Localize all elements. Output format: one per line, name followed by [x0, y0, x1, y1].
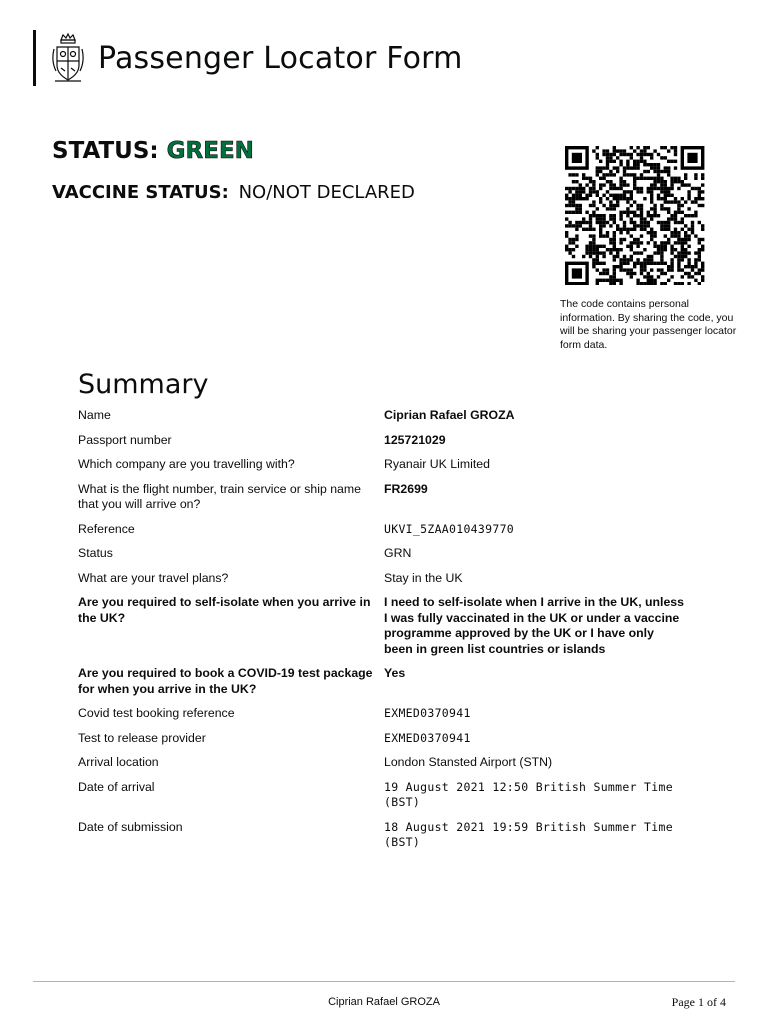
- royal-coat-of-arms-icon: [48, 30, 88, 86]
- summary-row: [78, 433, 698, 449]
- summary-row-value: I need to self-isolate when I arrive in the UK, unless I was fully vaccinated in the UK or under a vaccine programme approved by the UK or I have only been in green list countries or islands: [384, 595, 684, 656]
- summary-row: [78, 571, 698, 587]
- summary-table: [78, 408, 698, 860]
- summary-row-label: Test to release provider: [78, 730, 206, 745]
- summary-row: [78, 408, 698, 424]
- summary-row-label: Covid test booking reference: [78, 706, 235, 720]
- vaccine-status-label: VACCINE STATUS:: [52, 182, 229, 203]
- summary-row-value: Stay in the UK: [384, 570, 463, 585]
- summary-row-value: EXMED0370941: [384, 706, 471, 720]
- summary-row-value: London Stansted Airport (STN): [384, 755, 553, 769]
- summary-row-label: What are your travel plans?: [78, 570, 229, 585]
- summary-row-label: Arrival location: [78, 755, 159, 769]
- summary-row-value: 18 August 2021 19:59 British Summer Time (BST): [384, 819, 673, 849]
- summary-row: [78, 755, 698, 771]
- summary-row: [78, 595, 698, 657]
- summary-row-label: What is the flight number, train service or ship name that you will arrive on?: [78, 481, 361, 511]
- footer-passenger-name: Ciprian Rafael GROZA: [328, 996, 440, 1008]
- summary-row-label: Status: [78, 546, 113, 560]
- footer-divider: [33, 981, 735, 982]
- page-header: [33, 30, 463, 86]
- summary-row-label: Date of arrival: [78, 779, 155, 794]
- summary-row-value: GRN: [384, 546, 412, 560]
- summary-row-value: FR2699: [384, 481, 428, 496]
- summary-row-value: EXMED0370941: [384, 730, 471, 745]
- summary-row-value: UKVI_5ZAA010439770: [384, 521, 515, 536]
- summary-row: [78, 482, 698, 513]
- status-value: GREEN: [166, 138, 254, 164]
- summary-row-label: Are you required to book a COVID-19 test package for when you arrive in the UK?: [78, 666, 373, 696]
- qr-code-icon: [557, 143, 709, 285]
- status-label: STATUS:: [52, 138, 159, 164]
- vaccine-status-value: NO/NOT DECLARED: [238, 182, 415, 203]
- status-line: [52, 138, 254, 164]
- qr-code-note: The code contains personal information. By sharing the code, you will be sharing your passenger locator form data.: [560, 298, 737, 351]
- summary-row-value: Yes: [384, 666, 406, 680]
- summary-row-value: 125721029: [384, 432, 446, 447]
- summary-row-label: Name: [78, 408, 111, 422]
- summary-row: [78, 780, 698, 811]
- summary-row: [78, 731, 698, 747]
- summary-row-value: Ryanair UK Limited: [384, 457, 490, 471]
- summary-row-label: Reference: [78, 521, 135, 536]
- summary-row-label: Which company are you travelling with?: [78, 457, 295, 471]
- summary-row: [78, 706, 698, 722]
- summary-row: [78, 522, 698, 538]
- summary-row: [78, 666, 698, 697]
- summary-row: [78, 457, 698, 473]
- summary-row: [78, 546, 698, 562]
- vaccine-status-line: [52, 182, 415, 203]
- header-divider: [33, 30, 36, 86]
- summary-row-label: Date of submission: [78, 819, 183, 834]
- summary-heading: Summary: [78, 369, 209, 400]
- summary-row-label: Passport number: [78, 432, 172, 447]
- page-number: Page 1 of 4: [671, 995, 726, 1009]
- summary-row: [78, 820, 698, 851]
- summary-row-value: 19 August 2021 12:50 British Summer Time (BST): [384, 779, 673, 809]
- page-title: Passenger Locator Form: [98, 40, 463, 76]
- summary-row-value: Ciprian Rafael GROZA: [384, 408, 515, 422]
- summary-row-label: Are you required to self-isolate when you arrive in the UK?: [78, 595, 371, 625]
